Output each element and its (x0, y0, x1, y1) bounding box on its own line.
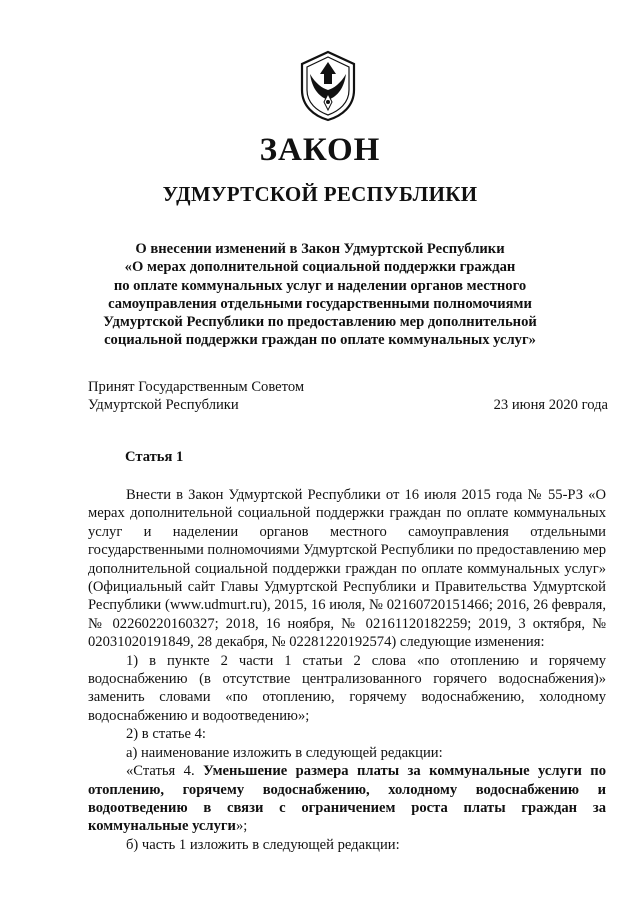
heading-line: самоуправления отдельными государственными полномочиями (108, 295, 532, 312)
heading-line: Удмуртской Республики по предоставлению мер дополнительной (103, 314, 537, 331)
udmurt-emblem-icon (296, 50, 360, 122)
quote-prefix: «Статья 4. (126, 763, 204, 780)
quote-bold-title: Уменьшение размера платы за коммунальные услуги по отоплению, горячему водоснабжению, холодному водоснабжению и водоотведению в связи с ограничением роста платы граждан за коммунальные услуги (88, 763, 606, 835)
amendment-item-2a: а) наименование изложить в следующей редакции: (126, 744, 443, 761)
adopted-by-line1: Принят Государственным Советом (88, 379, 305, 395)
amendment-item-1: 1) в пункте 2 части 1 статьи 2 слова «по отоплению и горячему водоснабжению (в отсутствие централизованного горячего водоснабжения)» заменить словами «по отоплению, горячему водоснабжению, холодному водоснабжению и водоотведению»; (88, 652, 606, 724)
heading-line: О внесении изменений в Закон Удмуртской Республики (135, 241, 505, 257)
amendment-quote (88, 762, 606, 836)
article-title: Статья 1 (125, 449, 184, 465)
adopted-by-line2: Удмуртской Республики (88, 397, 239, 414)
law-heading (90, 240, 550, 350)
document-title: ЗАКОН (259, 132, 381, 168)
adoption-date: 23 июня 2020 года (493, 397, 608, 414)
article-body (88, 486, 606, 854)
heading-line: по оплате коммунальных услуг и наделении органов местного (113, 277, 527, 294)
heading-line: социальной поддержки граждан по оплате коммунальных услуг» (104, 332, 536, 349)
amendment-item-2b: б) часть 1 изложить в следующей редакции: (126, 836, 400, 853)
heading-line: «О мерах дополнительной социальной поддержки граждан (124, 259, 516, 276)
adoption-block (88, 378, 608, 415)
amendment-item-2: 2) в статье 4: (126, 726, 206, 743)
article-paragraph: Внести в Закон Удмуртской Республики от 16 июля 2015 года № 55-РЗ «О мерах дополнительной социальной поддержки граждан по оплате коммунальных услуг и наделении органов местного самоуправления отдельными государственными полномочиями Удмуртской Республики по предоставлению мер дополнительной социальной поддержки граждан по оплате коммунальных услуг» (Официальный сайт Главы Удмуртской Республики и Правительства Удмуртской Республики (www.udmurt.ru), 2015, 16 июля, № 02160720151466; 2016, 26 февраля, № 02260220160327; 2018, 16 ноября, № 02161120182259; 2019, 3 октября, № 02031020191849, 28 декабря, № 02281220192574) следующие изменения: (88, 487, 606, 651)
document-subtitle: УДМУРТСКОЙ РЕСПУБЛИКИ (162, 182, 478, 206)
quote-suffix: »; (235, 818, 248, 835)
